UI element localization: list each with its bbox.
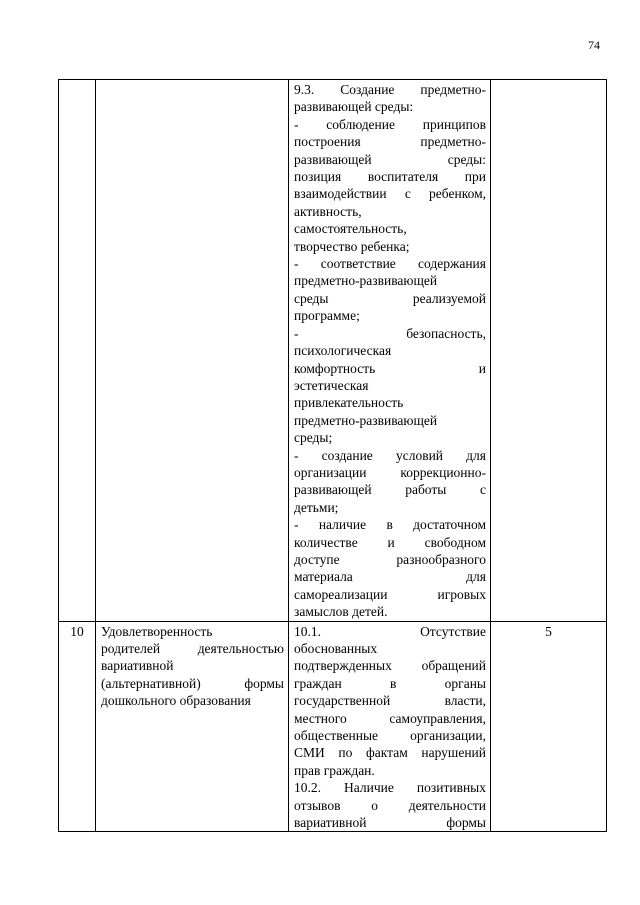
- text-line: общественные организации,: [294, 728, 486, 744]
- text-line: организации коррекционно-: [294, 464, 486, 480]
- text-line: отзывов о деятельности: [294, 797, 486, 813]
- table-row: [59, 80, 607, 622]
- text-line: - создание условий для: [294, 447, 486, 463]
- score-cell: 5: [491, 621, 607, 832]
- text-line: развивающей среды:: [294, 151, 486, 167]
- text-line: 9.3. Создание предметно-: [294, 82, 486, 97]
- text-line: творчество ребенка;: [294, 238, 410, 254]
- text-line: - безопасность,: [294, 325, 486, 341]
- text-line: государственной власти,: [294, 693, 486, 709]
- text-line: комфортность и: [294, 360, 486, 376]
- text-line: самостоятельность,: [294, 221, 407, 237]
- score-cell: [491, 80, 607, 622]
- text-line: привлекательность: [294, 395, 404, 411]
- text-line: Удовлетворенность: [101, 623, 213, 639]
- text-line: дошкольного образования: [101, 693, 251, 709]
- criterion-cell: [96, 80, 289, 622]
- text-line: - наличие в достаточном: [294, 517, 486, 533]
- text-line: - соблюдение принципов: [294, 116, 486, 132]
- text-line: граждан в органы: [294, 675, 486, 691]
- criterion-cell: [96, 621, 289, 832]
- table-row: [59, 621, 607, 832]
- text-line: взаимодействии с ребенком,: [294, 186, 486, 202]
- text-line: прав граждан.: [294, 762, 375, 778]
- text-line: замыслов детей.: [294, 604, 388, 620]
- text-line: - соответствие содержания: [294, 256, 486, 272]
- text-line: доступе разнообразного: [294, 551, 486, 567]
- text-line: вариативной формы: [294, 815, 486, 831]
- text-line: построения предметно-: [294, 134, 486, 150]
- text-line: 10.2. Наличие позитивных: [294, 780, 486, 796]
- text-line: детьми;: [294, 499, 339, 515]
- text-line: вариативной: [101, 658, 174, 674]
- text-line: предметно-развивающей: [294, 273, 438, 289]
- text-line: обоснованных: [294, 641, 378, 656]
- text-line: материала для: [294, 569, 486, 585]
- text-line: среды;: [294, 430, 333, 446]
- text-line: предметно-развивающей: [294, 412, 438, 428]
- text-line: развивающей среды:: [294, 99, 414, 115]
- text-line: СМИ по фактам нарушений: [294, 745, 486, 761]
- indicator-cell: [289, 80, 491, 622]
- text-line: самореализации игровых: [294, 586, 486, 602]
- page-number: 74: [588, 38, 600, 52]
- text-line: позиция воспитателя при: [294, 169, 486, 185]
- text-line: родителей деятельностью: [101, 641, 284, 656]
- text-line: среды реализуемой: [294, 290, 486, 306]
- indicator-cell: [289, 621, 491, 832]
- criteria-table: [58, 79, 607, 832]
- text-line: активность,: [294, 203, 362, 219]
- text-line: развивающей работы с: [294, 482, 486, 498]
- text-line: (альтернативной) формы: [101, 675, 284, 691]
- text-line: психологическая: [294, 343, 392, 359]
- row-number-cell: 10: [59, 621, 96, 832]
- text-line: количестве и свободном: [294, 534, 486, 550]
- text-line: эстетическая: [294, 377, 369, 393]
- row-number-cell: [59, 80, 96, 622]
- text-line: местного самоуправления,: [294, 710, 486, 726]
- text-line: подтвержденных обращений: [294, 658, 486, 674]
- text-line: программе;: [294, 308, 360, 324]
- text-line: 10.1. Отсутствие: [294, 623, 486, 639]
